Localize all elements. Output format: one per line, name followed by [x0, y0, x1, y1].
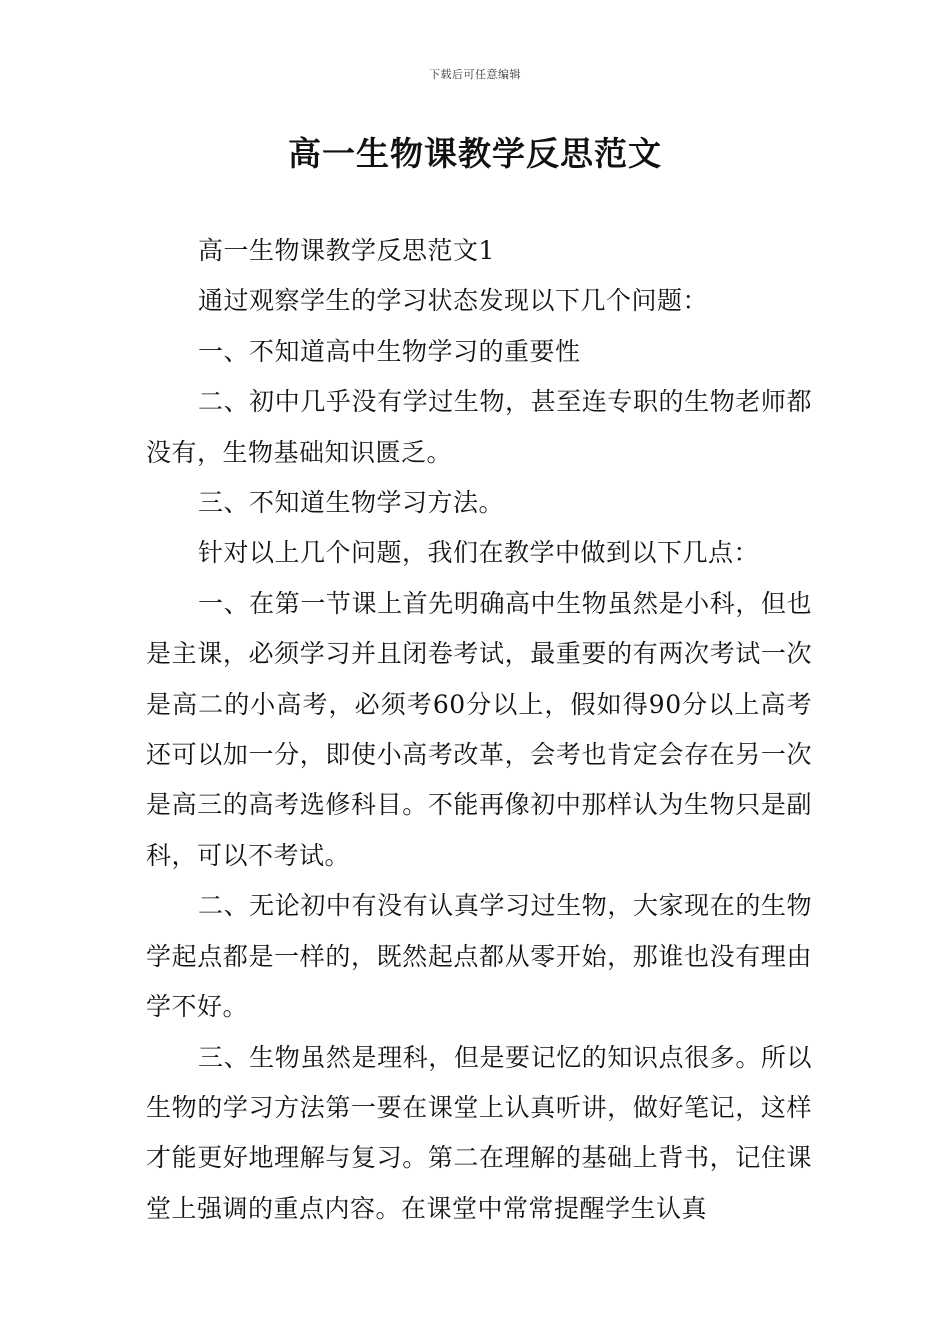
- paragraph-measure-1: 一、在第一节课上首先明确高中生物虽然是小科，但也是主课，必须学习并且闭卷考试，最重要的有两次考试一次是高二的小高考，必须考60分以上，假如得90分以上高考还可以加一分，即使小高考改革，会考也肯定会存在另一次是高三的高考选修科目。不能再像初中那样认为生物只是副科，可以不考试。: [146, 588, 812, 870]
- paragraph-measure-2: 二、无论初中有没有认真学习过生物，大家现在的生物学起点都是一样的，既然起点都从零开始，那谁也没有理由学不好。: [146, 891, 812, 1022]
- paragraph-measure-3: 三、生物虽然是理科，但是要记忆的知识点很多。所以生物的学习方法第一要在课堂上认真听讲，做好笔记，这样才能更好地理解与复习。第二在理解的基础上背书，记住课堂上强调的重点内容。在课堂中常常提醒学生认真: [146, 1042, 812, 1223]
- paragraph-subtitle: 高一生物课教学反思范文1: [198, 236, 495, 265]
- header-note: 下载后可任意编辑: [429, 68, 521, 81]
- document-title: 高一生物课教学反思范文: [288, 134, 662, 173]
- paragraph-problem-3: 三、不知道生物学习方法。: [198, 488, 505, 518]
- paragraph-problem-1: 一、不知道高中生物学习的重要性: [198, 336, 581, 366]
- paragraph-problem-2: 二、初中几乎没有学过生物，甚至连专职的生物老师都没有，生物基础知识匮乏。: [146, 387, 812, 467]
- document-body: [146, 226, 812, 1234]
- paragraph-measures-intro: 针对以上几个问题，我们在教学中做到以下几点：: [198, 538, 760, 568]
- paragraph-intro: 通过观察学生的学习状态发现以下几个问题：: [198, 286, 709, 316]
